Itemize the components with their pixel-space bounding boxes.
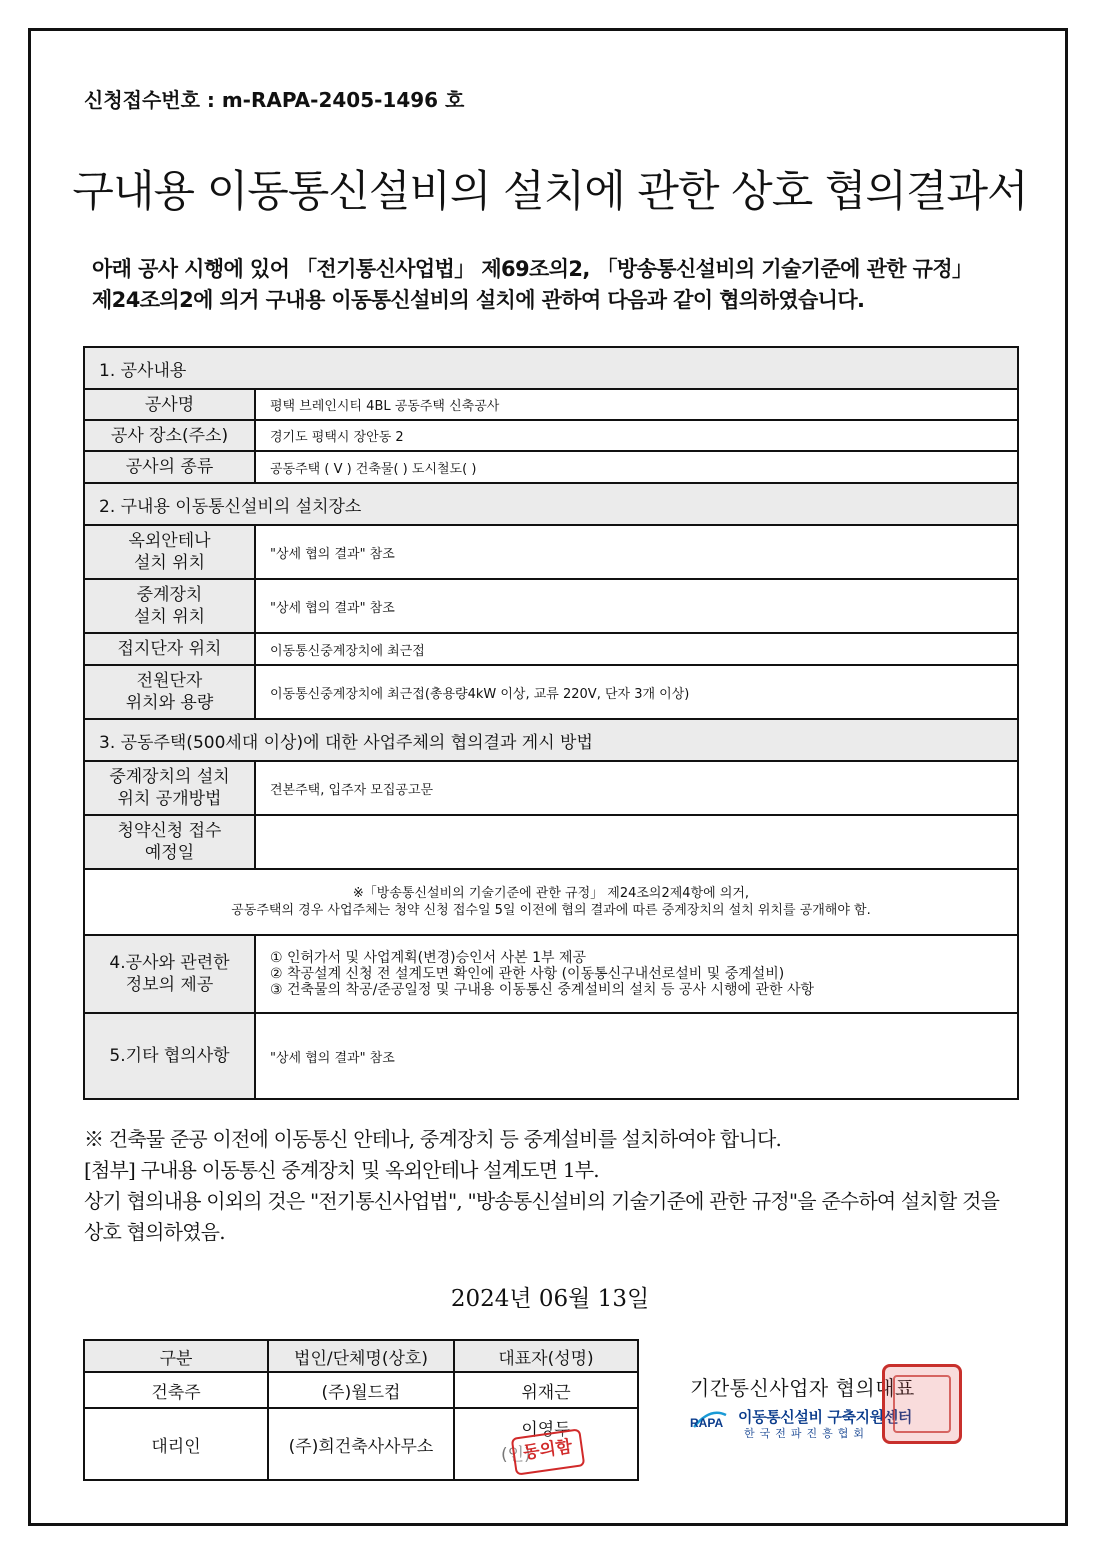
other-matters-value: "상세 협의 결과" 참조 bbox=[255, 1013, 1018, 1099]
footer-line-4: 상호 협의하였음. bbox=[84, 1220, 225, 1244]
construction-site-label: 공사 장소(주소) bbox=[84, 420, 255, 451]
agreement-table bbox=[83, 346, 1019, 1100]
receipt-number: 신청접수번호 : m-RAPA-2405-1496 호 bbox=[84, 88, 465, 112]
info-item-2: ② 착공설계 신청 전 설계도면 확인에 관한 사항 (이동통신구내선로설비 및 중계설비) bbox=[270, 966, 785, 982]
agent-rep: 이영두 bbox=[521, 1420, 571, 1440]
power-terminal-value: 이동통신중계장치에 최근접(총용량4kW 이상, 교류 220V, 단자 3개 이상) bbox=[255, 665, 1018, 719]
rapa-association-name: 한국전파진흥협회 bbox=[744, 1427, 870, 1440]
intro-paragraph bbox=[92, 254, 1022, 316]
ground-terminal-label: 접지단자 위치 bbox=[84, 633, 255, 665]
footer-line-2: [첨부] 구내용 이동통신 중계장치 및 옥외안테나 설계도면 1부. bbox=[84, 1158, 599, 1182]
disclosure-note bbox=[84, 869, 1018, 935]
disclosure-method-value: 견본주택, 입주자 모집공고문 bbox=[255, 761, 1018, 815]
ground-terminal-value: 이동통신중계장치에 최근접 bbox=[255, 633, 1018, 665]
note-line-1: ※「방송통신설비의 기술기준에 관한 규정」 제24조의2제4항에 의거, bbox=[352, 886, 750, 901]
construction-name-value: 평택 브레인시티 4BL 공동주택 신축공사 bbox=[255, 389, 1018, 420]
construction-site-value: 경기도 평택시 장안동 2 bbox=[255, 420, 1018, 451]
other-matters-label: 5.기타 협의사항 bbox=[84, 1013, 255, 1099]
power-terminal-label: 전원단자 위치와 용량 bbox=[84, 665, 255, 719]
official-seal-icon bbox=[882, 1364, 962, 1444]
info-provision-items bbox=[255, 935, 1018, 1013]
rapa-center-name: 이동통신설비 구축지원센터 bbox=[738, 1408, 912, 1426]
construction-name-label: 공사명 bbox=[84, 389, 255, 420]
footer-notes bbox=[84, 1124, 1024, 1248]
owner-role: 건축주 bbox=[84, 1372, 268, 1408]
owner-org: (주)월드컵 bbox=[268, 1372, 454, 1408]
intro-line-2: 제24조의2에 의거 구내용 이동통신설비의 설치에 관하여 다음과 같이 협의하였습니다. bbox=[92, 288, 865, 312]
section-3-header: 3. 공동주택(500세대 이상)에 대한 사업주체의 협의결과 게시 방법 bbox=[84, 719, 1018, 761]
svg-text:RAPA: RAPA bbox=[690, 1416, 724, 1430]
seal-mark: (인) bbox=[501, 1445, 531, 1465]
document-title: 구내용 이동통신설비의 설치에 관한 상호 협의결과서 bbox=[72, 167, 1028, 217]
intro-line-1: 아래 공사 시행에 있어 「전기통신사업법」 제69조의2, 「방송통신설비의 기술기준에 관한 규정」 bbox=[92, 257, 973, 281]
rapa-logo-icon bbox=[690, 1405, 730, 1433]
sign-header-org: 법인/단체명(상호) bbox=[268, 1340, 454, 1372]
section-2-header: 2. 구내용 이동통신설비의 설치장소 bbox=[84, 483, 1018, 525]
agent-org: (주)희건축사사무소 bbox=[268, 1408, 454, 1480]
carrier-representative: 기간통신사업자 협의대표 bbox=[690, 1376, 915, 1400]
note-line-2: 공동주택의 경우 사업주체는 청약 신청 접수일 5일 이전에 협의 결과에 따른 중계장치의 설치 위치를 공개해야 함. bbox=[231, 903, 871, 918]
subscription-date-value bbox=[255, 815, 1018, 869]
construction-type-label: 공사의 종류 bbox=[84, 451, 255, 483]
antenna-location-value: "상세 협의 결과" 참조 bbox=[255, 525, 1018, 579]
footer-line-1: ※ 건축물 준공 이전에 이동통신 안테나, 중계장치 등 중계설비를 설치하여야 합니다. bbox=[84, 1127, 782, 1151]
sign-header-role: 구분 bbox=[84, 1340, 268, 1372]
owner-rep: 위재근 bbox=[454, 1372, 638, 1408]
agent-role: 대리인 bbox=[84, 1408, 268, 1480]
repeater-location-value: "상세 협의 결과" 참조 bbox=[255, 579, 1018, 633]
info-item-3: ③ 건축물의 착공/준공일정 및 구내용 이동통신 중계설비의 설치 등 공사 시행에 관한 사항 bbox=[270, 982, 815, 998]
info-item-1: ① 인허가서 및 사업계획(변경)승인서 사본 1부 제공 bbox=[270, 950, 587, 966]
agree-stamp: 동의함 bbox=[511, 1428, 586, 1475]
repeater-location-label: 중계장치 설치 위치 bbox=[84, 579, 255, 633]
construction-type-value: 공동주택 ( V ) 건축물( ) 도시철도( ) bbox=[255, 451, 1018, 483]
disclosure-method-label: 중계장치의 설치 위치 공개방법 bbox=[84, 761, 255, 815]
footer-line-3: 상기 협의내용 이외의 것은 "전기통신사업법", "방송통신설비의 기술기준에 관한 규정"을 준수하여 설치할 것을 bbox=[84, 1189, 1000, 1213]
agreement-date: 2024년 06월 13일 bbox=[450, 1286, 650, 1312]
section-1-header: 1. 공사내용 bbox=[84, 347, 1018, 389]
subscription-date-label: 청약신청 접수 예정일 bbox=[84, 815, 255, 869]
info-provision-label: 4.공사와 관련한 정보의 제공 bbox=[84, 935, 255, 1013]
sign-header-rep: 대표자(성명) bbox=[454, 1340, 638, 1372]
antenna-location-label: 옥외안테나 설치 위치 bbox=[84, 525, 255, 579]
